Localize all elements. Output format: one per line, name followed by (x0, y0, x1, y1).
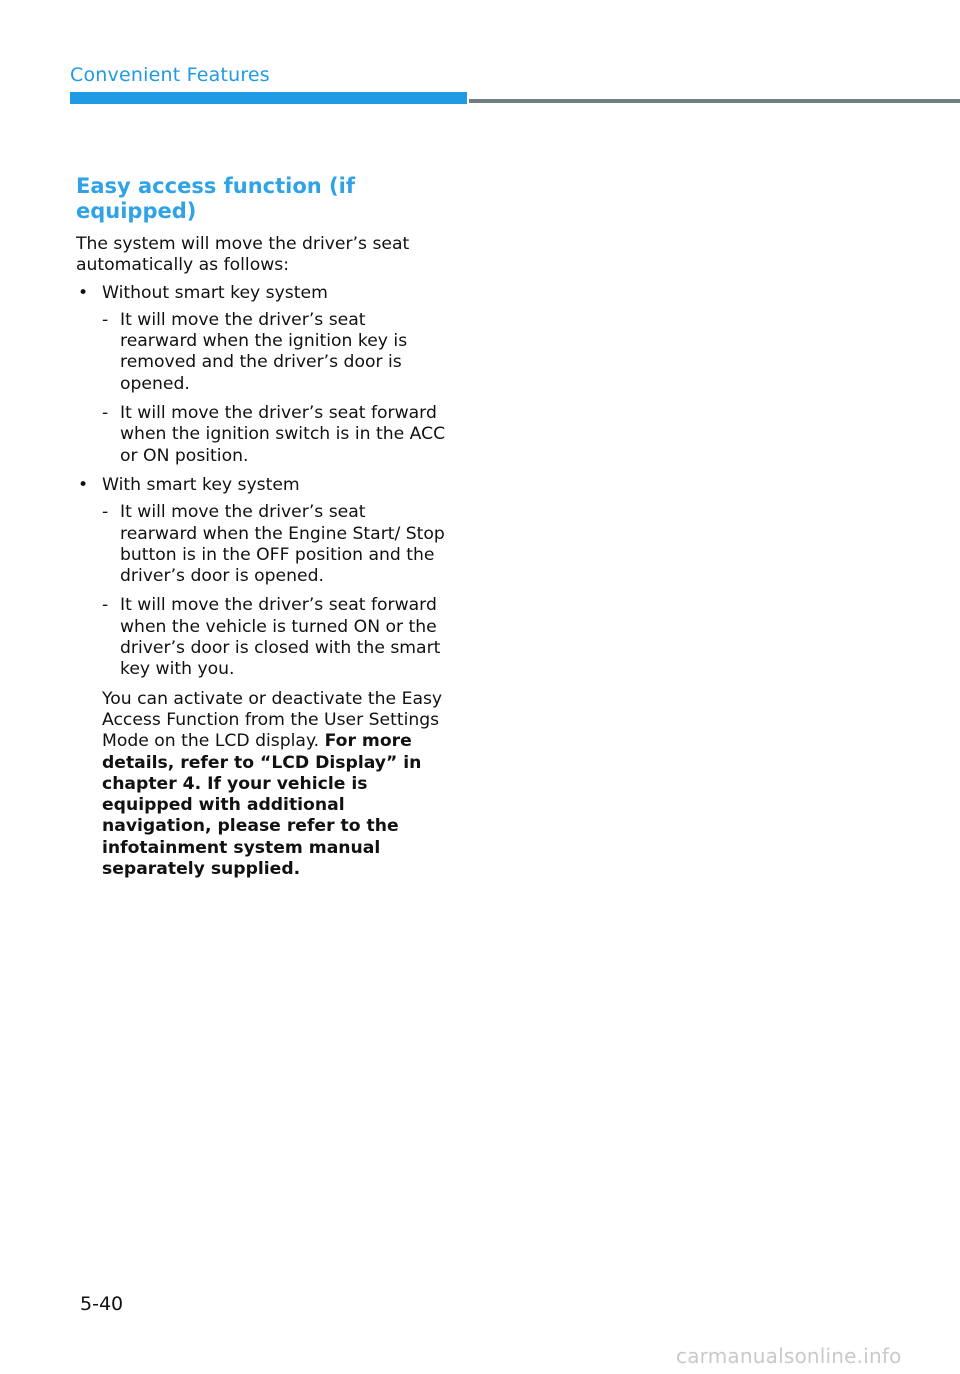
bullet-label: Without smart key system (102, 282, 328, 303)
header-rule-blue (70, 92, 467, 104)
dash-item-text: It will move the driver’s seat rearward when the Engine Start/ Stop button is in the OFF position and the driver’s door is opened. (120, 502, 445, 587)
watermark: carmanualsonline.info (676, 1344, 902, 1368)
note-text: You can activate or deactivate the Easy Access Function from the User Settings Mode on the LCD display. (102, 688, 443, 752)
section-title: Convenient Features (70, 64, 270, 86)
bullet-label: With smart key system (102, 474, 300, 495)
bullet-mark: • (78, 282, 89, 303)
bullet-item (76, 283, 448, 304)
note-bold-text: For more details, refer to “LCD Display” in chapter 4. If your vehicle is equipped with additional navigation, please refer to the infotainment system manual separately supplied. (102, 731, 422, 880)
dash-item (76, 403, 448, 467)
bullet-mark: • (78, 474, 89, 495)
dash-mark: - (102, 403, 109, 424)
dash-item (76, 310, 448, 395)
page-number: 5-40 (80, 1293, 124, 1315)
main-content (76, 174, 448, 880)
dash-item (76, 595, 448, 680)
dash-mark: - (102, 502, 109, 523)
bullet-item (76, 475, 448, 496)
section-heading: Easy access function (if equipped) (76, 174, 355, 223)
dash-mark: - (102, 595, 109, 616)
dash-item (76, 502, 448, 587)
dash-mark: - (102, 309, 109, 330)
note-paragraph (76, 689, 448, 881)
dash-item-text: It will move the driver’s seat forward when the ignition switch is in the ACC or ON position. (120, 403, 446, 466)
dash-item-text: It will move the driver’s seat forward when the vehicle is turned ON or the driver’s door is closed with the smart key with you. (120, 595, 441, 680)
intro-paragraph: The system will move the driver’s seat automatically as follows: (76, 234, 410, 276)
header-rule-gray (469, 99, 960, 103)
dash-item-text: It will move the driver’s seat rearward when the ignition key is removed and the driver’s door is opened. (120, 309, 408, 394)
